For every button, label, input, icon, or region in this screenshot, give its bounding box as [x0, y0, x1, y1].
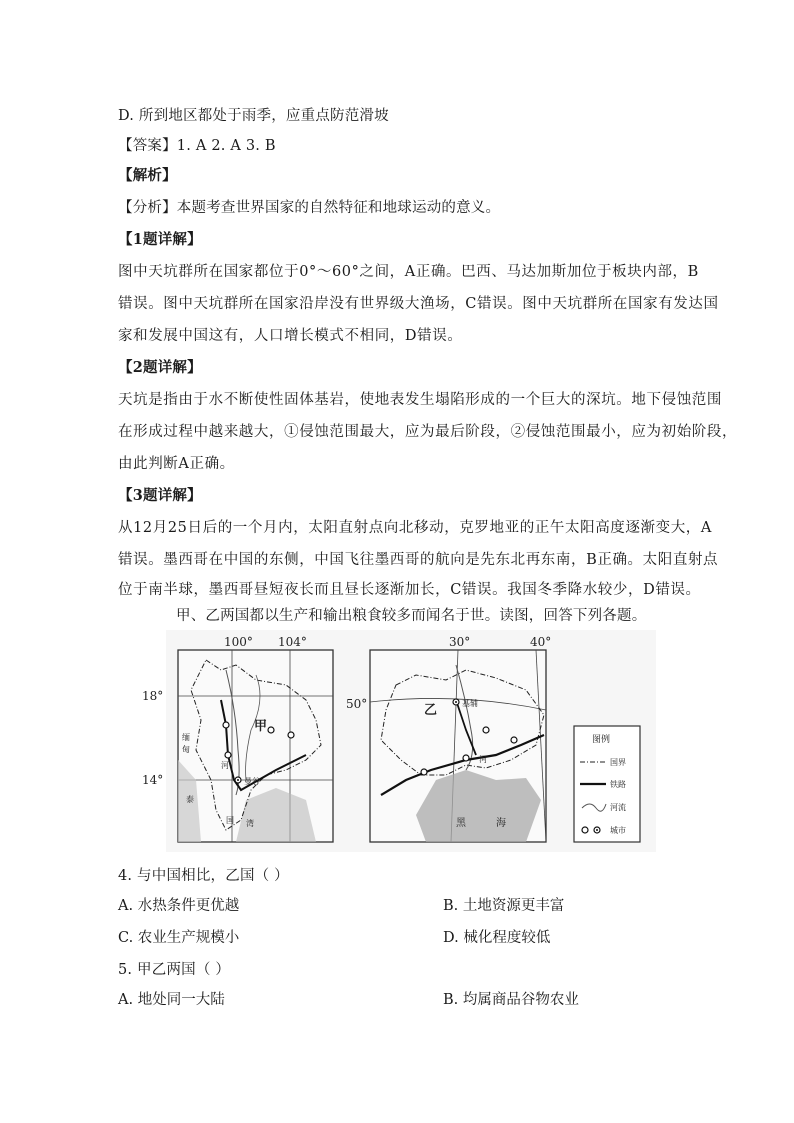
analysis-heading: 【解析】 [118, 167, 177, 184]
q2-paragraph-line: 天坑是指由于水不断使性固体基岩，使地表发生塌陷形成的一个巨大的深坑。地下侵蚀范围 [118, 392, 722, 408]
q3-paragraph-line: 错误。墨西哥在中国的东侧，中国飞往墨西哥的航向是先东北再东南，B正确。太阳直射点 [118, 552, 719, 568]
right-map-river-label: 河 [479, 755, 487, 764]
q5-option-a: A. 地处同一大陆 [118, 992, 225, 1008]
q5-option-b: B. 均属商品谷物农业 [443, 992, 579, 1008]
analysis-summary: 【分析】本题考查世界国家的自然特征和地球运动的意义。 [118, 200, 501, 216]
q3-heading: 【3题详解】 [118, 487, 202, 504]
answer-line: 【答案】1. A 2. A 3. B [118, 138, 276, 154]
right-map-lat-label: 50° [346, 697, 368, 711]
maps-figure [142, 630, 656, 852]
q3-paragraph-line: 从12月25日后的一个月内，太阳直射点向北移动，克罗地亚的正午太阳高度逐渐变大，A [118, 520, 712, 536]
left-map-country-label: 甲 [254, 719, 268, 734]
q4-option-b: B. 土地资源更丰富 [443, 898, 565, 914]
q2-heading: 【2题详解】 [118, 359, 202, 376]
q4-option-c: C. 农业生产规模小 [118, 930, 240, 946]
q2-paragraph-line: 在形成过程中越来越大，①侵蚀范围最大，应为最后阶段，②侵蚀范围最小，应为初始阶段， [118, 424, 738, 440]
left-map-side-label: 缅 [182, 733, 190, 742]
q1-paragraph-line: 错误。图中天坑群所在国家沿岸没有世界级大渔场，C错误。图中天坑群所在国家有发达国 [118, 296, 719, 312]
right-map [346, 635, 551, 842]
left-map-side-label: 甸 [182, 745, 190, 754]
legend-title: 图例 [592, 735, 611, 745]
q4-option-d: D. 械化程度较低 [443, 930, 551, 946]
right-map-country-label: 乙 [424, 703, 438, 718]
right-map-lon-label: 30° [449, 635, 471, 649]
left-map-lat-label: 18° [142, 689, 164, 703]
q5-stem: 5. 甲乙两国（ ） [118, 962, 231, 978]
q4-stem: 4. 与中国相比，乙国（ ） [118, 868, 289, 884]
question-intro: 甲、乙两国都以生产和输出粮食较多而闻名于世。读图，回答下列各题。 [176, 608, 647, 624]
left-map-river-label: 河 [221, 761, 229, 770]
right-map-sea-label: 海 [496, 818, 506, 829]
left-map-side-label: 湾 [246, 819, 254, 828]
q3-paragraph-line: 位于南半球，墨西哥昼短夜长而且昼长逐渐加长，C错误。我国冬季降水较少，D错误。 [118, 582, 701, 598]
left-map-side-label: 泰 [186, 795, 194, 804]
legend-item-border: 国界 [610, 758, 626, 767]
q4-option-a: A. 水热条件更优越 [118, 898, 240, 914]
left-map-lon-label: 100° [224, 635, 253, 649]
left-map-side-label: 国 [226, 816, 234, 825]
map-legend [574, 726, 640, 842]
left-map-lat-label: 14° [142, 773, 164, 787]
right-map-lon-label: 40° [530, 635, 552, 649]
legend-item-city: 城市 [610, 826, 626, 835]
q1-paragraph-line: 图中天坑群所在国家都位于0°～60°之间，A正确。巴西、马达加斯加位于板块内部，B [118, 264, 699, 280]
option-d-text: D. 所到地区都处于雨季，应重点防范滑坡 [118, 108, 389, 124]
right-map-sea-label: 黑 [456, 818, 466, 829]
q1-paragraph-line: 家和发展中国这有，人口增长模式不相同，D错误。 [118, 328, 463, 344]
legend-item-river: 河流 [610, 803, 626, 812]
right-map-city-label: 基辅 [462, 699, 478, 708]
left-map-city-label: 曼谷 [244, 777, 260, 786]
legend-item-railway: 铁路 [610, 780, 626, 789]
q1-heading: 【1题详解】 [118, 231, 202, 248]
q2-paragraph-line: 由此判断A正确。 [118, 456, 235, 472]
left-map-lon-label: 104° [278, 635, 307, 649]
